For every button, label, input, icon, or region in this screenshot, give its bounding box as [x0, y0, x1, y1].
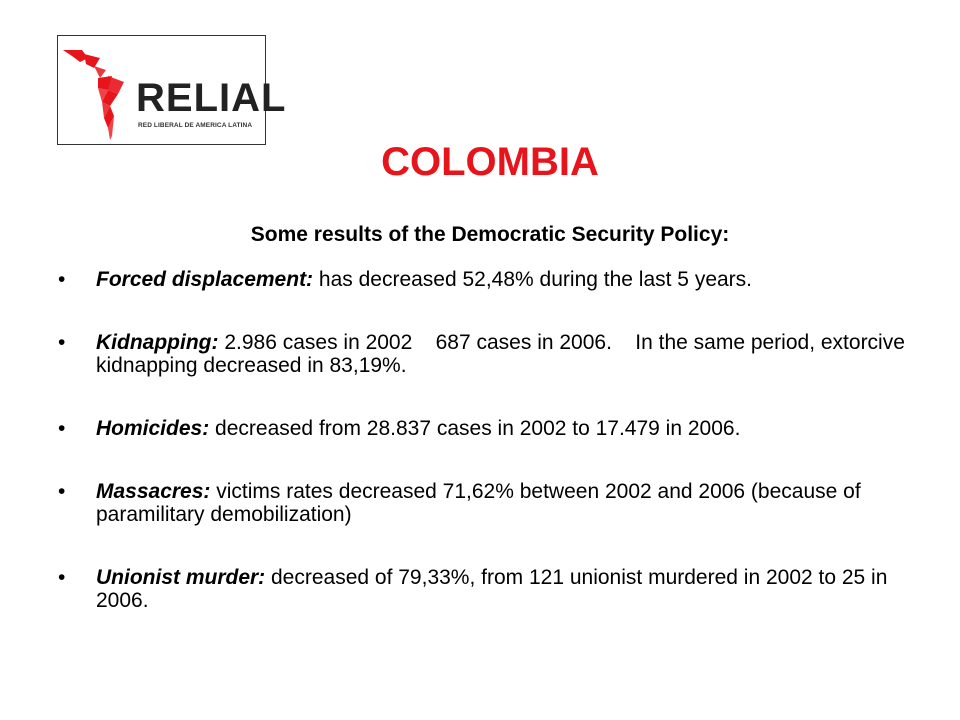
list-item	[58, 268, 928, 291]
list-item	[58, 480, 928, 526]
item-text: decreased from 28.837 cases in 2002 to 17.479 in 2006.	[209, 417, 741, 440]
list-item	[58, 417, 928, 440]
page-title: COLOMBIA	[381, 140, 599, 184]
logo-wordmark: RELIAL	[136, 76, 287, 120]
bullet-icon: •	[58, 268, 66, 291]
results-list	[58, 268, 928, 652]
bullet-icon: •	[58, 331, 66, 354]
relial-logo	[57, 35, 287, 145]
bullet-icon: •	[58, 417, 66, 440]
bullet-icon: •	[58, 566, 66, 589]
list-item	[58, 331, 928, 377]
item-text: victims rates decreased 71,62% between 2002 and 2006 (because of paramilitary demobilization)	[96, 480, 861, 526]
logo-tagline: RED LIBERAL DE AMERICA LATINA	[138, 122, 253, 129]
list-item	[58, 566, 928, 612]
item-text: has decreased 52,48% during the last 5 years.	[313, 268, 753, 291]
item-label: Unionist murder:	[96, 566, 266, 589]
bullet-icon: •	[58, 480, 66, 503]
item-label: Homicides:	[96, 417, 210, 440]
item-label: Massacres:	[96, 480, 211, 503]
item-label: Forced displacement:	[96, 268, 314, 291]
item-text: decreased of 79,33%, from 121 unionist murdered in 2002 to 25 in 2006.	[96, 566, 888, 612]
item-text: 2.986 cases in 2002 687 cases in 2006. In the same period, extorcive kidnapping decreased in 83,19%.	[96, 331, 911, 377]
item-label: Kidnapping:	[96, 331, 219, 354]
page-subtitle: Some results of the Democratic Security Policy:	[250, 223, 730, 246]
